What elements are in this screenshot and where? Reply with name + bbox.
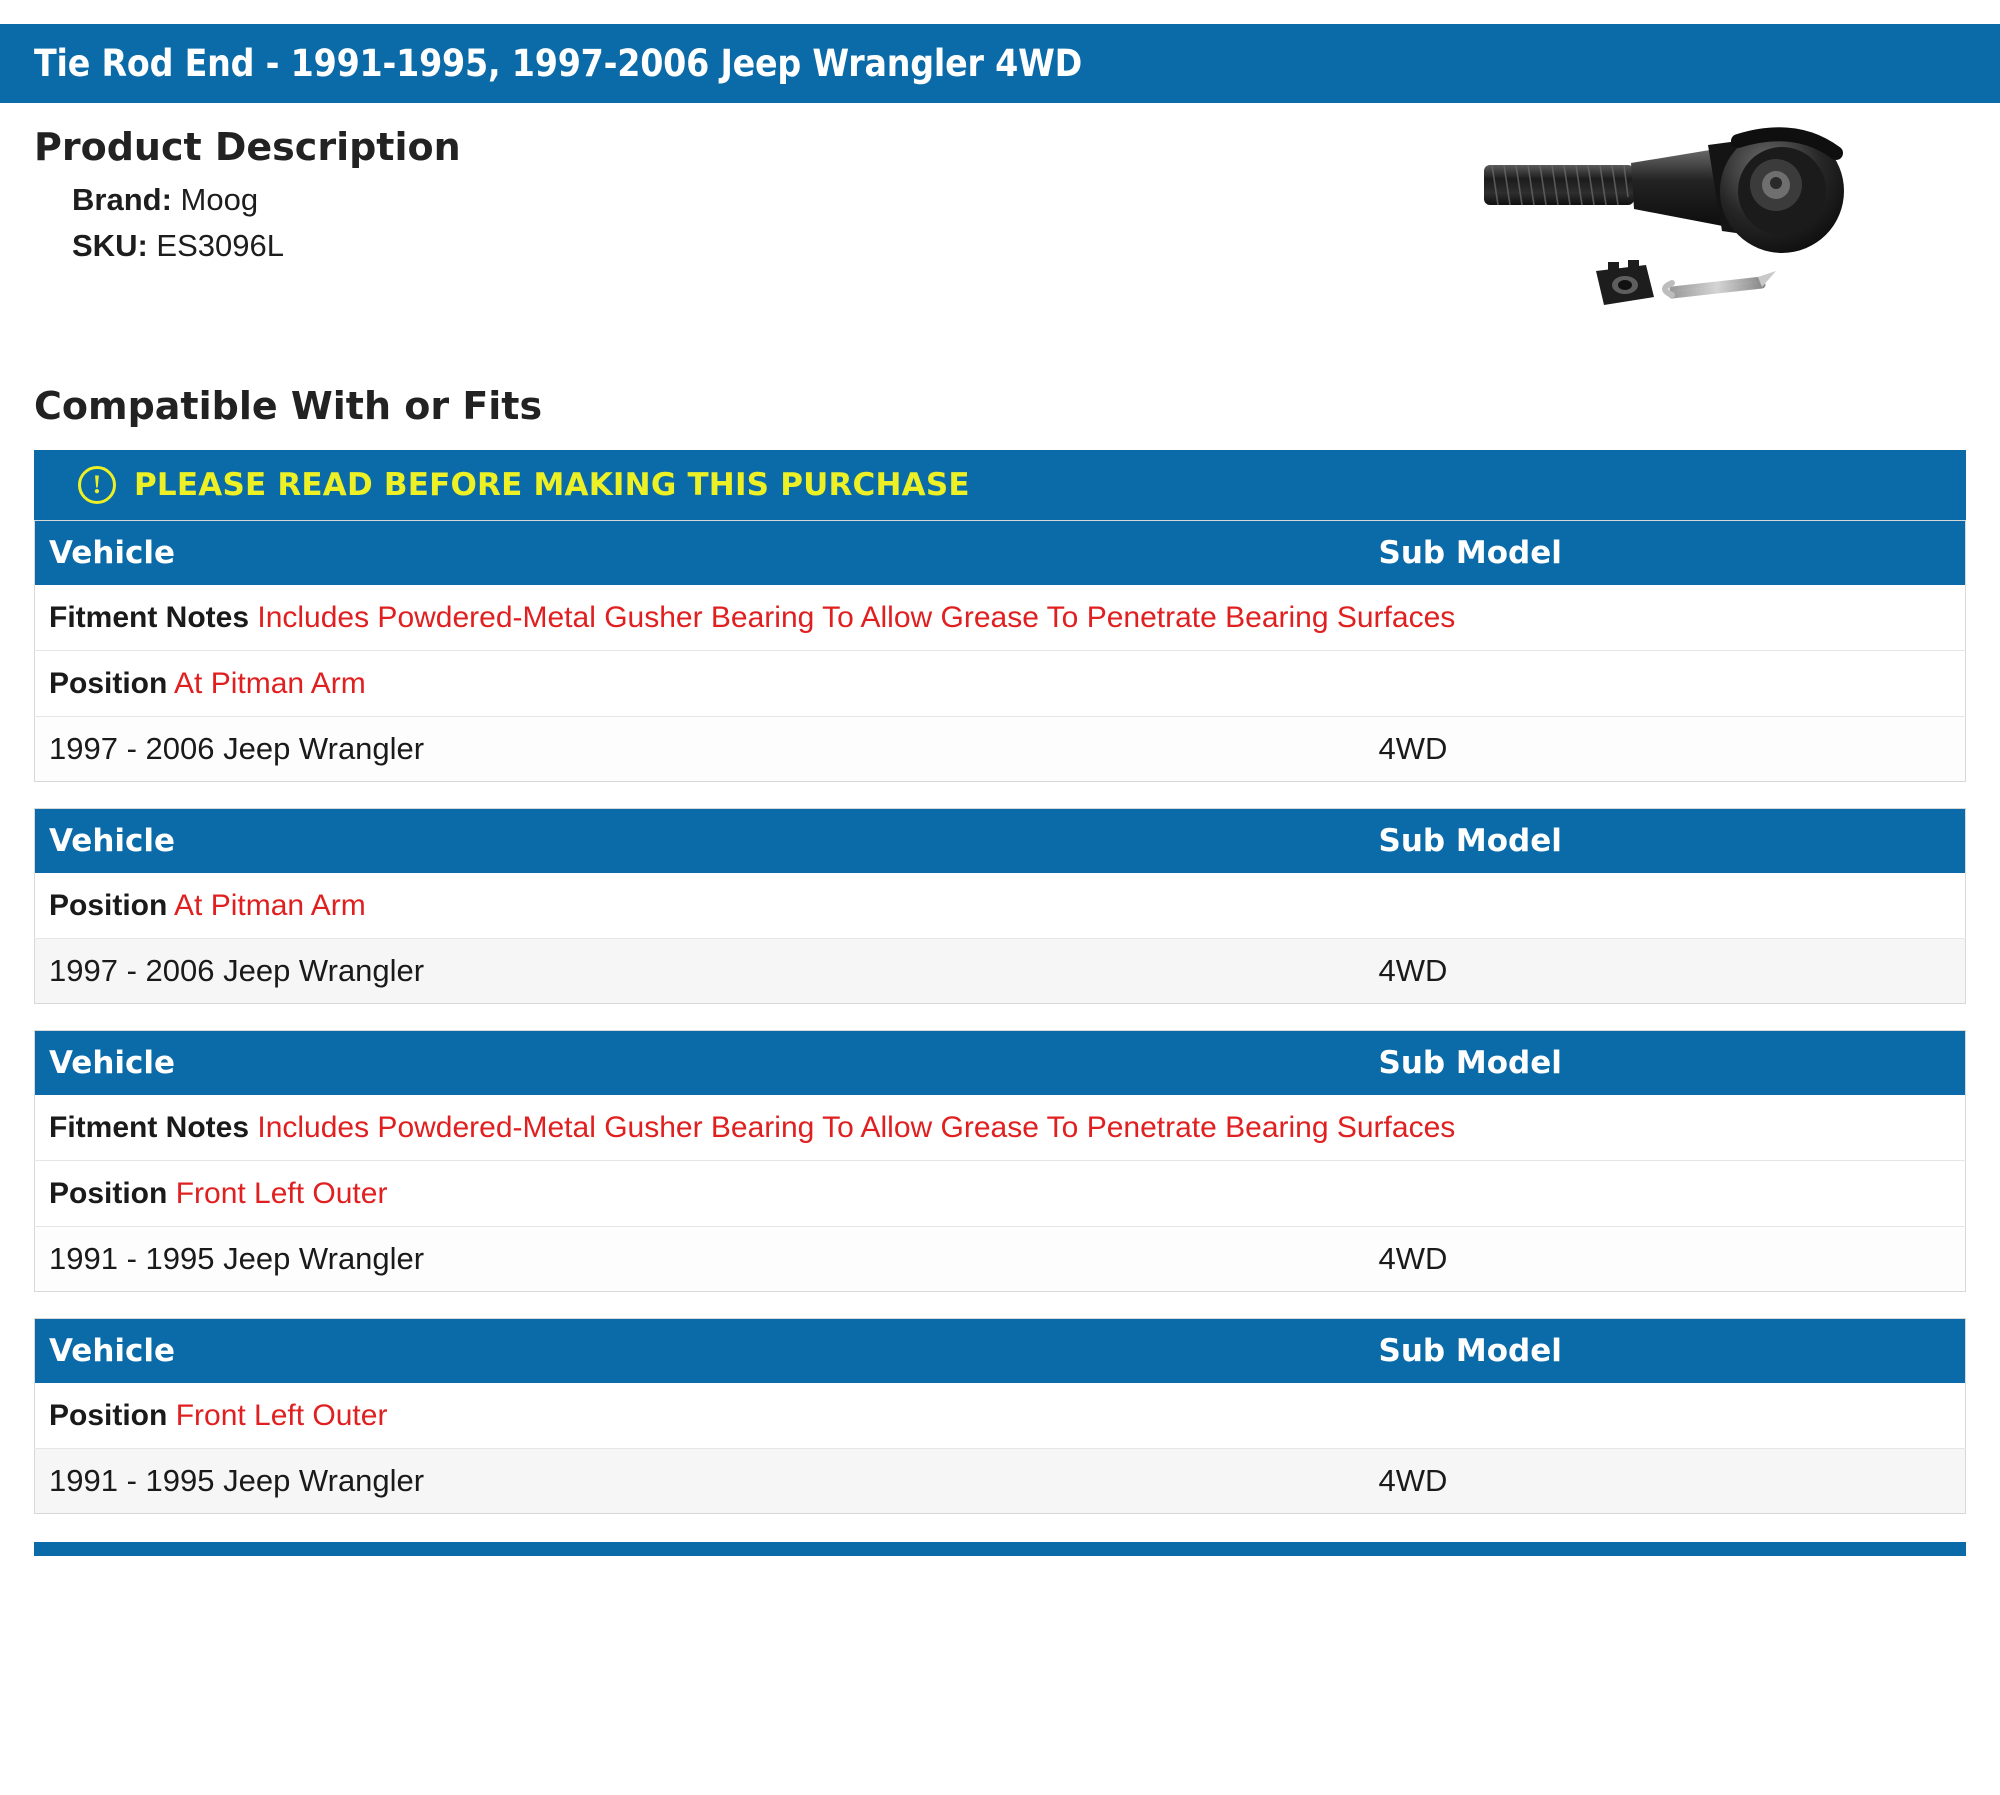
table-row xyxy=(35,939,1966,1004)
fitment-note-row xyxy=(35,1161,1966,1227)
note-label: Fitment Notes xyxy=(49,601,250,634)
note-value: Includes Powdered-Metal Gusher Bearing To Allow Grease To Penetrate Bearing Surfaces xyxy=(257,601,1456,634)
fitment-table xyxy=(34,520,1966,782)
fitment-note-row xyxy=(35,651,1966,717)
table-header-row xyxy=(35,521,1966,586)
table-header-row xyxy=(35,809,1966,874)
table-header-row xyxy=(35,1031,1966,1096)
fitment-note-row xyxy=(35,1095,1966,1161)
note-value: At Pitman Arm xyxy=(174,889,366,922)
note-label: Position xyxy=(49,1177,168,1210)
sku-label: SKU: xyxy=(72,227,148,263)
fitment-tables xyxy=(34,520,1966,1514)
vehicle-cell: 1997 - 2006 Jeep Wrangler xyxy=(35,939,1365,1004)
column-header-vehicle: Vehicle xyxy=(35,809,1365,874)
fitment-table xyxy=(34,1030,1966,1292)
product-description-text xyxy=(34,103,461,271)
note-value: Front Left Outer xyxy=(175,1177,388,1210)
note-label: Position xyxy=(49,667,168,700)
fitment-note-row xyxy=(35,1383,1966,1449)
column-header-vehicle: Vehicle xyxy=(35,521,1365,586)
table-header-row xyxy=(35,1319,1966,1384)
exclamation-circle-icon: ! xyxy=(78,466,116,504)
table-row xyxy=(35,1227,1966,1292)
sub-model-cell: 4WD xyxy=(1365,1227,1966,1292)
fitment-table xyxy=(34,808,1966,1004)
column-header-sub-model: Sub Model xyxy=(1365,1319,1966,1384)
vehicle-cell: 1997 - 2006 Jeep Wrangler xyxy=(35,717,1365,782)
tie-rod-end-icon xyxy=(1476,119,1896,334)
purchase-notice-text: PLEASE READ BEFORE MAKING THIS PURCHASE xyxy=(134,467,970,503)
column-header-vehicle: Vehicle xyxy=(35,1031,1365,1096)
sub-model-cell: 4WD xyxy=(1365,1449,1966,1514)
note-value: Front Left Outer xyxy=(175,1399,388,1432)
table-row xyxy=(35,717,1966,782)
fitment-table xyxy=(34,1318,1966,1514)
column-header-sub-model: Sub Model xyxy=(1365,521,1966,586)
brand-label: Brand: xyxy=(72,182,172,217)
cotter-pin-icon xyxy=(1665,271,1776,295)
note-value: At Pitman Arm xyxy=(174,667,366,700)
table-row xyxy=(35,1449,1966,1514)
column-header-vehicle: Vehicle xyxy=(35,1319,1365,1384)
sub-model-cell: 4WD xyxy=(1365,717,1966,782)
vehicle-cell: 1991 - 1995 Jeep Wrangler xyxy=(35,1227,1365,1292)
page-title: Tie Rod End - 1991-1995, 1997-2006 Jeep Wrangler 4WD xyxy=(0,24,2000,103)
note-label: Position xyxy=(49,1399,168,1432)
fitment-note-row xyxy=(35,873,1966,939)
note-value: Includes Powdered-Metal Gusher Bearing To Allow Grease To Penetrate Bearing Surfaces xyxy=(257,1111,1456,1144)
product-fitment-page xyxy=(0,24,2000,1795)
sub-model-cell: 4WD xyxy=(1365,939,1966,1004)
brand-row xyxy=(72,179,461,221)
fitment-note-row xyxy=(35,585,1966,651)
brand-value: Moog xyxy=(180,182,259,217)
note-label: Fitment Notes xyxy=(49,1111,250,1144)
sku-value: ES3096L xyxy=(156,227,284,263)
column-header-sub-model: Sub Model xyxy=(1365,1031,1966,1096)
product-description-heading: Product Description xyxy=(34,125,461,169)
footer-divider xyxy=(34,1542,1966,1556)
note-label: Position xyxy=(49,889,168,922)
sku-row xyxy=(72,225,461,267)
product-image xyxy=(1476,119,1896,334)
column-header-sub-model: Sub Model xyxy=(1365,809,1966,874)
product-description-section xyxy=(0,103,2000,334)
compatible-heading: Compatible With or Fits xyxy=(34,384,543,428)
purchase-notice-banner xyxy=(34,450,1966,520)
vehicle-cell: 1991 - 1995 Jeep Wrangler xyxy=(35,1449,1365,1514)
castle-nut-icon xyxy=(1596,260,1654,305)
